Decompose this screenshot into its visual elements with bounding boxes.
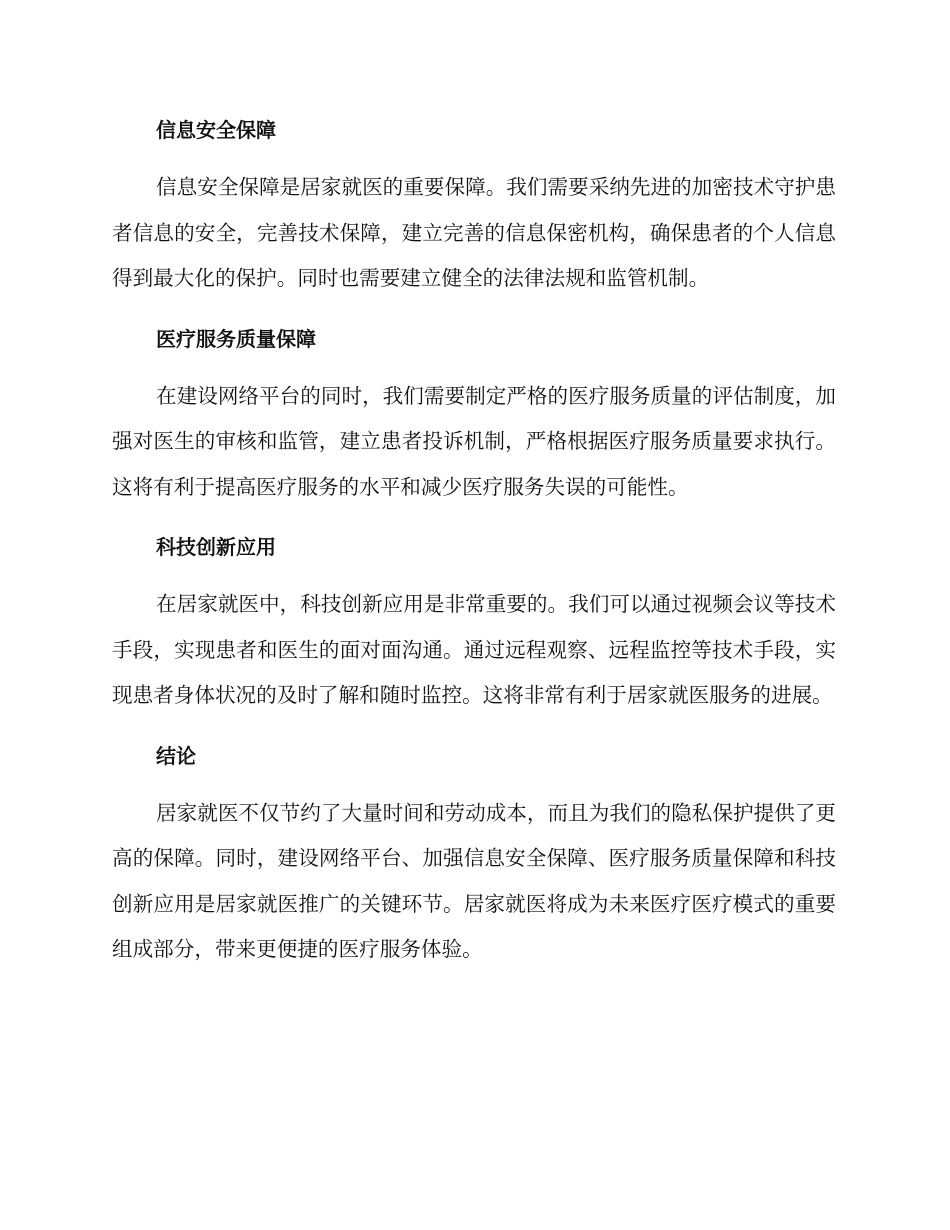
section-heading: 信息安全保障 [156, 118, 276, 142]
section-paragraph: 在建设网络平台的同时，我们需要制定严格的医疗服务质量的评估制度，加强对医生的审核和监管，建立患者投诉机制，严格根据医疗服务质量要求执行。这将有利于提高医疗服务的水平和减少医疗服务失误的可能性。 [112, 383, 836, 499]
section-heading: 科技创新应用 [156, 535, 276, 559]
section-paragraph: 信息安全保障是居家就医的重要保障。我们需要采纳先进的加密技术守护患者信息的安全，完善技术保障，建立完善的信息保密机构，确保患者的个人信息得到最大化的保护。同时也需要建立健全的法律法规和监管机制。 [112, 175, 836, 290]
section-heading: 结论 [156, 743, 196, 768]
section-info-security [112, 112, 836, 302]
section-paragraph: 居家就医不仅节约了大量时间和劳动成本，而且为我们的隐私保护提供了更高的保障。同时，建设网络平台、加强信息安全保障、医疗服务质量保障和科技创新应用是居家就医推广的关键环节。居家就医将成为未来医疗医疗模式的重要组成部分，带来更便捷的医疗服务体验。 [112, 800, 836, 961]
section-tech-innovation [112, 529, 836, 719]
section-service-quality [112, 321, 836, 511]
section-paragraph: 在居家就医中，科技创新应用是非常重要的。我们可以通过视频会议等技术手段，实现患者和医生的面对面沟通。通过远程观察、远程监控等技术手段，实现患者身体状况的及时了解和随时监控。这将非常有利于居家就医服务的进展。 [112, 592, 836, 707]
section-conclusion [112, 738, 836, 973]
section-heading: 医疗服务质量保障 [156, 326, 316, 351]
document-body [112, 112, 836, 992]
